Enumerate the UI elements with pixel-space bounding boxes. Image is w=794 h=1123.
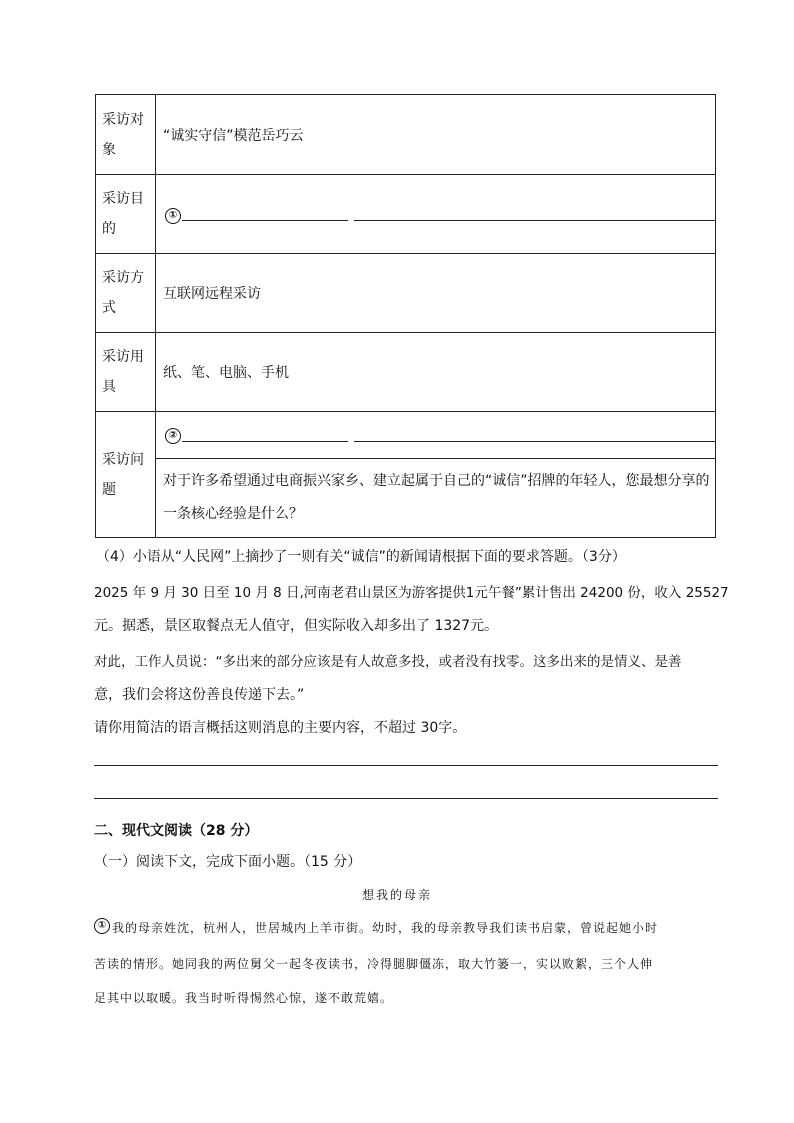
news-line-4: 意，我们会将这份善良传递下去。”	[94, 687, 305, 703]
table-row-purpose	[96, 174, 715, 253]
answer-blank-2a[interactable]	[182, 441, 348, 442]
table-row-method	[96, 253, 715, 332]
answer-blank-1a[interactable]	[182, 220, 348, 221]
answer-blank-1b[interactable]	[354, 220, 716, 221]
q4-intro: （4）小语从“人民网”上摘抄了一则有关“诚信”的新闻请根据下面的要求答题。（3分）	[96, 549, 626, 565]
table-row-questions	[96, 411, 715, 538]
row-content: 互联网远程采访	[163, 286, 261, 302]
row-label: 采访问题	[96, 412, 156, 538]
article-title: 想我的母亲	[361, 888, 432, 902]
answer-line-2[interactable]	[94, 798, 718, 799]
answer-line-1[interactable]	[94, 765, 718, 766]
table-row-tools	[96, 332, 715, 411]
question-text-line-2: 一条核心经验是什么？	[163, 506, 303, 522]
blank-marker-2: ②	[165, 428, 181, 444]
paragraph-line-3: 足其中以取暖。我当时听得惕然心惊，遂不敢荒嬉。	[94, 991, 394, 1005]
q4-prompt: 请你用简洁的语言概括这则消息的主要内容，不超过 30字。	[94, 720, 467, 736]
blank-marker-1: ①	[165, 208, 181, 224]
paragraph-line-2: 苦读的情形。她同我的两位舅父一起冬夜读书，冷得腿脚僵冻，取大竹篓一，实以败絮，三个人伸	[94, 957, 654, 971]
answer-blank-2b[interactable]	[354, 441, 716, 442]
row-content: “诚实守信”模范岳巧云	[163, 127, 304, 144]
row-sub-divider	[156, 458, 715, 459]
row-content: 纸、笔、电脑、手机	[163, 365, 289, 381]
row-label: 采访对象	[96, 95, 156, 174]
table-row-subject	[96, 95, 715, 174]
paragraph-marker: ①	[94, 918, 110, 934]
news-line-1: 2025 年 9 月 30 日至 10 月 8 日,河南老君山景区为游客提供1元午餐”累计售出 24200 份，收入 25527	[94, 585, 729, 601]
news-line-2: 元。据悉，景区取餐点无人值守，但实际收入却多出了 1327元。	[94, 618, 499, 634]
interview-table	[95, 94, 716, 538]
row-label: 采访目的	[96, 175, 156, 253]
question-text-line-1: 对于许多希望通过电商振兴家乡、建立起属于自己的“诚信”招牌的年轻人，您最想分享的	[163, 473, 710, 489]
section-heading: 二、现代文阅读（28 分）	[94, 823, 259, 839]
row-label: 采访方式	[96, 254, 156, 332]
row-label: 采访用具	[96, 333, 156, 411]
news-line-3: 对此，工作人员说：“多出来的部分应该是有人故意多投，或者没有找零。这多出来的是情义、是善	[94, 654, 682, 670]
sub-heading: （一）阅读下文，完成下面小题。（15 分）	[94, 854, 362, 870]
paragraph-line-1: 我的母亲姓沈，杭州人，世居城内上羊市街。幼时，我的母亲教导我们读书启蒙，曾说起她小时	[112, 921, 659, 935]
